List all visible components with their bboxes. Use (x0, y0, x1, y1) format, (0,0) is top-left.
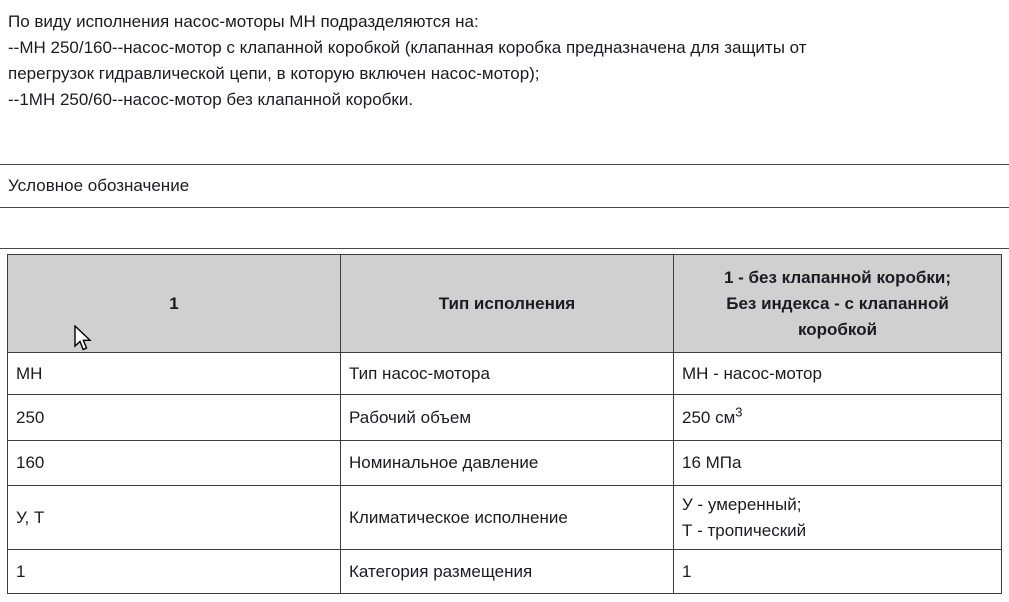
table-row (8, 353, 1002, 395)
climate-option: У - умеренный; (682, 494, 802, 514)
volume-value: 250 см (682, 407, 736, 427)
table-row (8, 550, 1002, 594)
cell-code: 1 (8, 550, 341, 594)
intro-line: перегрузок гидравлической цепи, в которую включен насос-мотор); (8, 64, 540, 83)
cell-parameter: Тип насос-мотора (341, 353, 674, 395)
spacer (0, 113, 1009, 164)
cell-code: 250 (8, 395, 341, 441)
header-parameter: Тип исполнения (341, 255, 674, 353)
header-variant-line: Без индекса - с клапанной (726, 293, 949, 313)
header-variant-line: коробкой (797, 319, 878, 339)
volume-superscript: 3 (735, 403, 743, 419)
cell-parameter: Категория размещения (341, 550, 674, 594)
cell-parameter: Номинальное давление (341, 441, 674, 486)
cell-parameter: Рабочий объем (341, 395, 674, 441)
intro-line: --1МН 250/60--насос-мотор без клапанной коробки. (8, 90, 414, 109)
intro-line: --МН 250/160--насос-мотор с клапанной коробкой (клапанная коробка предназначена для защиты от (8, 38, 807, 57)
designation-table (7, 254, 1002, 594)
cell-parameter: Климатическое исполнение (341, 486, 674, 550)
intro-paragraph (0, 0, 1009, 113)
header-variant (674, 255, 1002, 353)
cell-code: МН (8, 353, 341, 395)
cell-value: 16 МПа (674, 441, 1002, 486)
section-title: Условное обозначение (8, 176, 190, 195)
table-row (8, 441, 1002, 486)
table-header-row (8, 255, 1002, 353)
cell-value: МН - насос-мотор (674, 353, 1002, 395)
table-row (8, 486, 1002, 550)
table-row (8, 395, 1002, 441)
cell-value (674, 395, 1002, 441)
intro-line: По виду исполнения насос-моторы МН подразделяются на: (8, 12, 479, 31)
spacer (0, 208, 1009, 248)
cell-value (674, 486, 1002, 550)
climate-option: Т - тропический (682, 520, 807, 540)
header-variant-line: 1 - без клапанной коробки; (723, 267, 952, 287)
header-code: 1 (8, 255, 341, 353)
cell-code: 160 (8, 441, 341, 486)
cell-value: 1 (674, 550, 1002, 594)
cell-code: У, Т (8, 486, 341, 550)
